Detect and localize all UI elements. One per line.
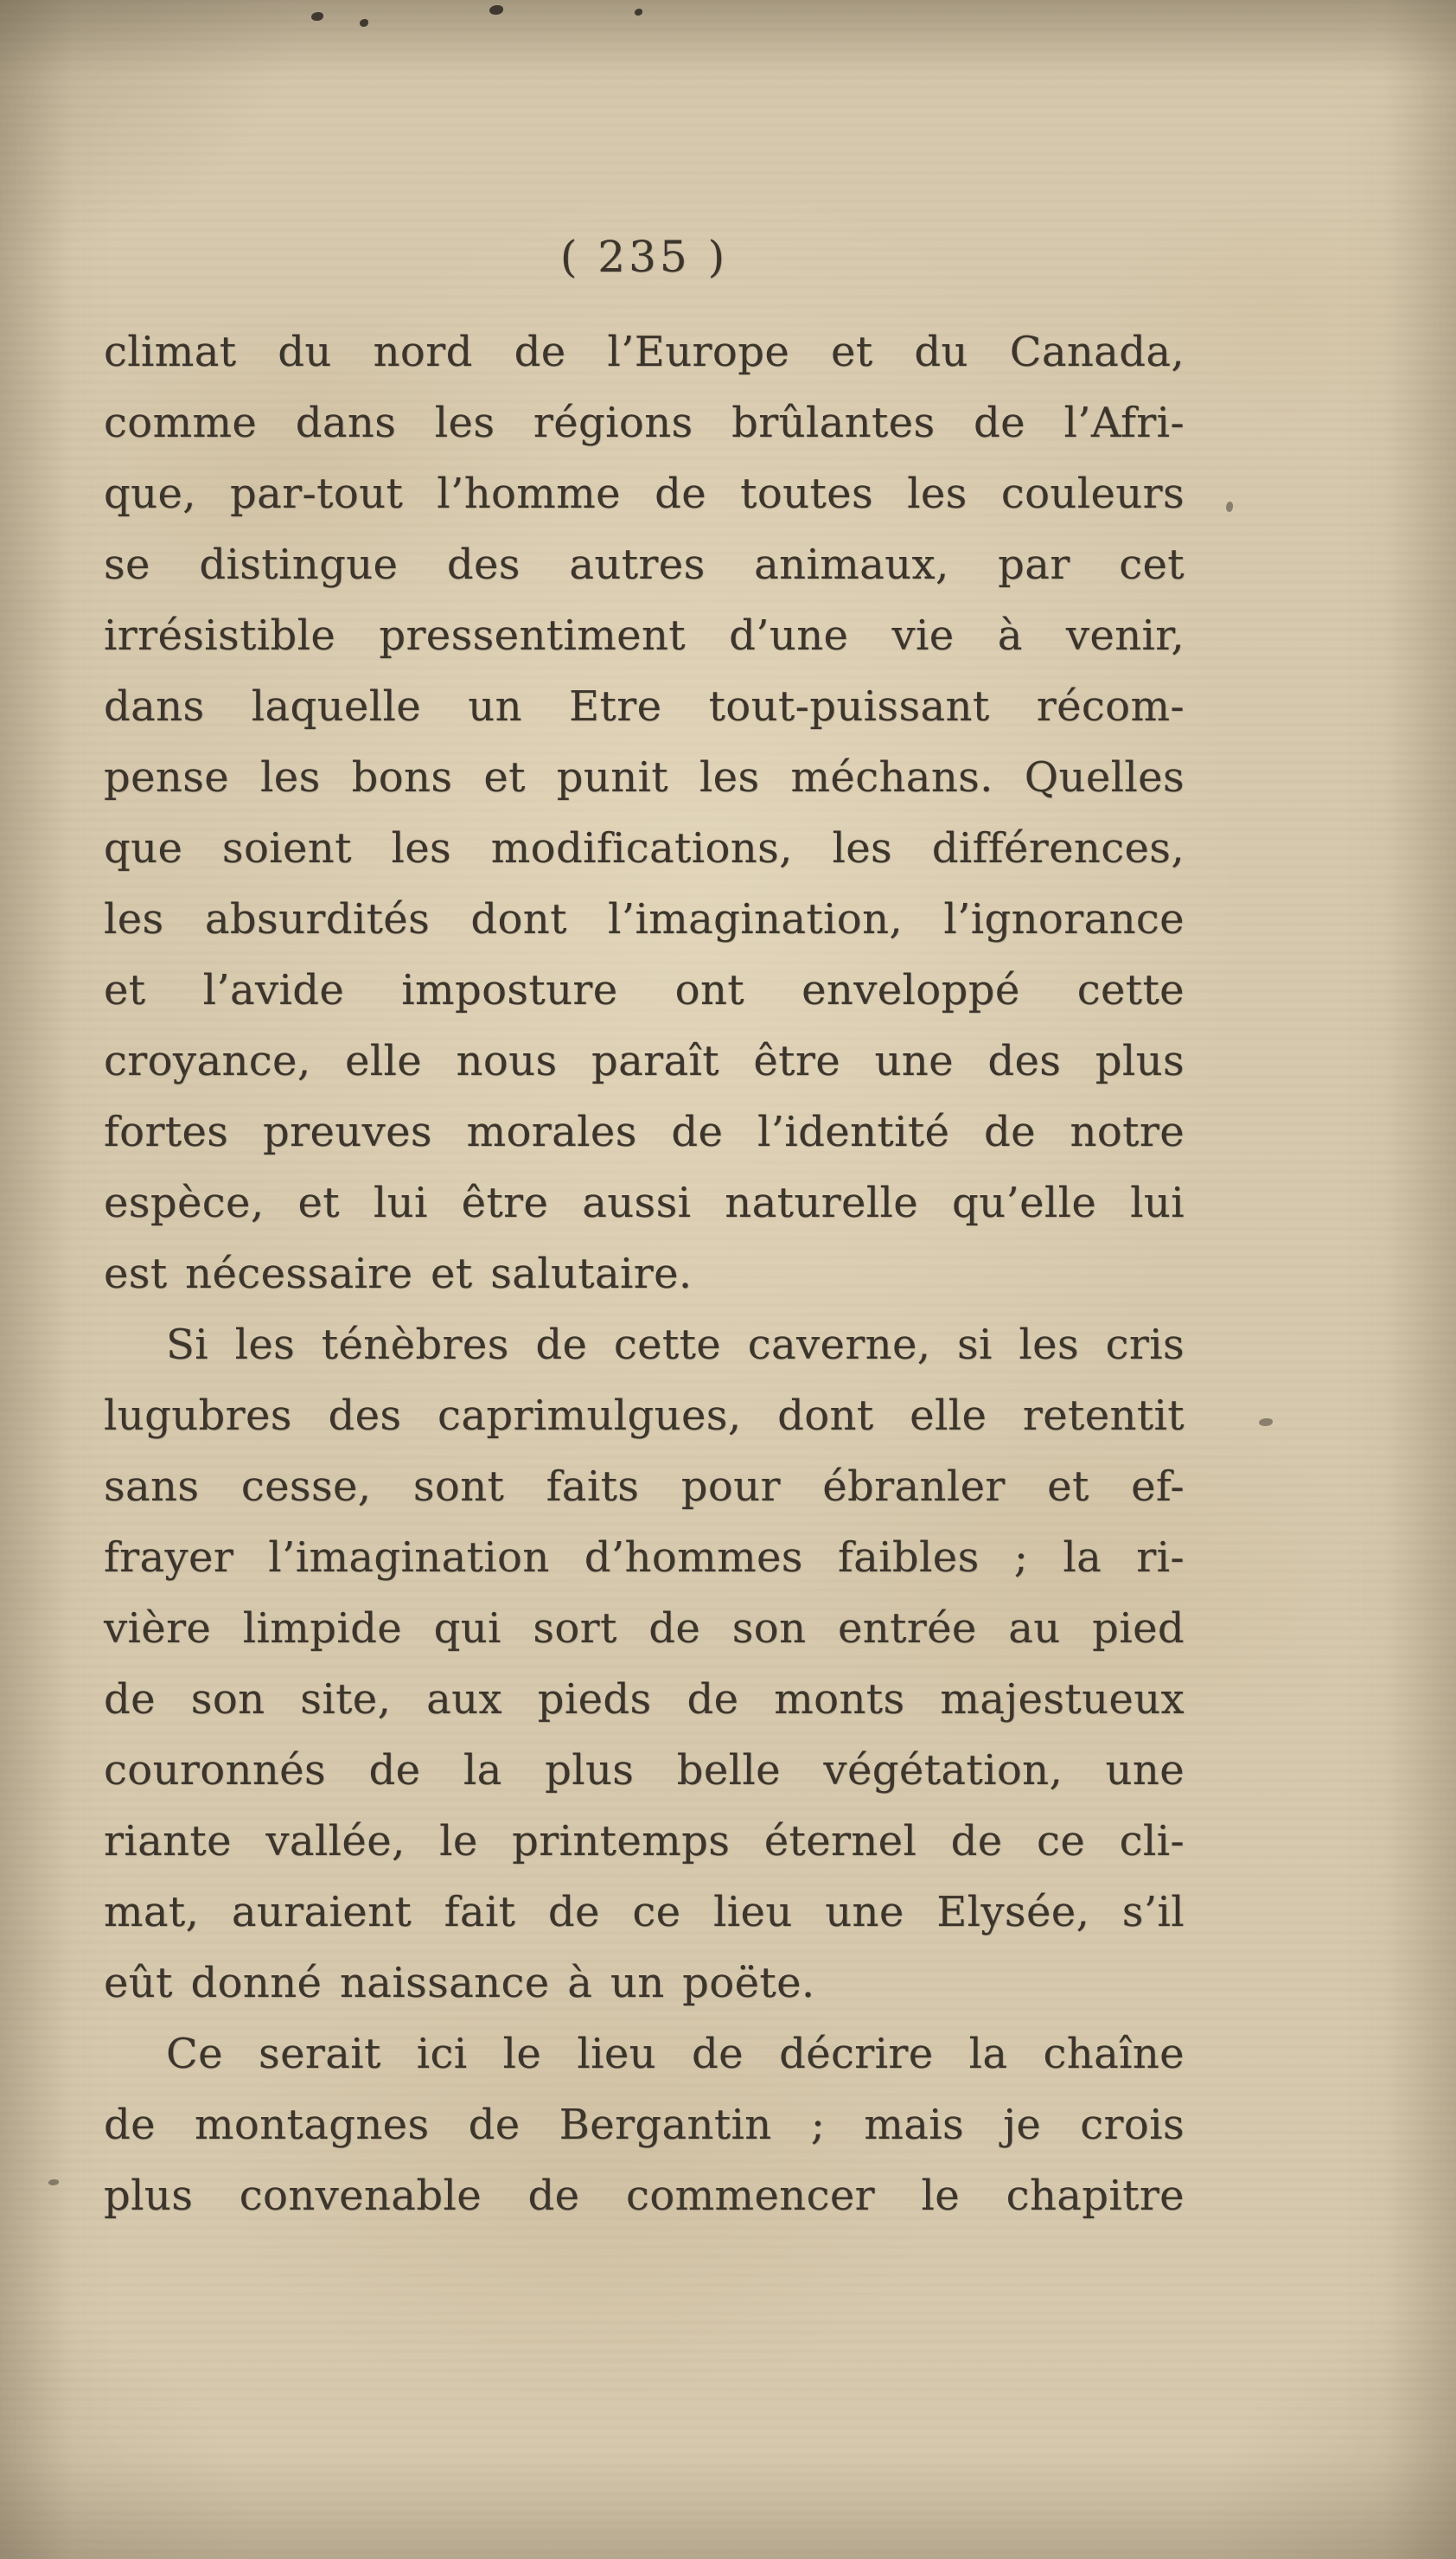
- text-line: sans cesse, sont faits pour ébranler et ef-: [104, 1462, 1185, 1511]
- text-line: irrésistible pressentiment d’une vie à venir,: [104, 611, 1185, 660]
- text-line: espèce, et lui être aussi naturelle qu’elle lui: [104, 1179, 1185, 1227]
- text-line: vière limpide qui sort de son entrée au pied: [104, 1604, 1185, 1653]
- ink-speck: [311, 12, 323, 21]
- text-line: se distingue des autres animaux, par cet: [104, 541, 1185, 589]
- ink-speck: [1226, 502, 1233, 512]
- text-line: les absurdités dont l’imagination, l’ignorance: [104, 895, 1185, 944]
- text-line: frayer l’imagination d’hommes faibles ; la ri-: [104, 1533, 1185, 1582]
- text-line: mat, auraient fait de ce lieu une Elysée, s’il: [104, 1888, 1185, 1936]
- text-line: que, par-tout l’homme de toutes les couleurs: [104, 470, 1185, 518]
- ink-speck: [1259, 1418, 1273, 1426]
- text-line: croyance, elle nous paraît être une des plus: [104, 1037, 1185, 1085]
- text-line: riante vallée, le printemps éternel de ce cli-: [104, 1817, 1185, 1865]
- text-line: eût donné naissance à un poëte.: [104, 1959, 815, 2007]
- ink-speck: [489, 5, 503, 15]
- text-line: couronnés de la plus belle végétation, une: [104, 1746, 1185, 1794]
- text-line: que soient les modifications, les différences,: [104, 824, 1185, 873]
- text-line: de montagnes de Bergantin ; mais je crois: [104, 2101, 1185, 2149]
- text-line: dans laquelle un Etre tout-puissant récom-: [104, 682, 1185, 731]
- text-line: comme dans les régions brûlantes de l’Afri-: [104, 399, 1185, 447]
- ink-speck: [48, 2179, 59, 2185]
- text-line: et l’avide imposture ont enveloppé cette: [104, 966, 1185, 1014]
- ink-speck: [635, 9, 642, 16]
- text-line: de son site, aux pieds de monts majestueux: [104, 1675, 1185, 1724]
- page-number: ( 235 ): [559, 232, 729, 282]
- text-line: lugubres des caprimulgues, dont elle retentit: [104, 1391, 1185, 1440]
- text-line: fortes preuves morales de l’identité de notre: [104, 1108, 1185, 1156]
- text-line: pense les bons et punit les méchans. Quelles: [104, 753, 1185, 802]
- text-line: est nécessaire et salutaire.: [104, 1250, 693, 1298]
- text-block: [104, 317, 1185, 2231]
- text-line: plus convenable de commencer le chapitre: [104, 2172, 1185, 2220]
- ink-speck: [360, 19, 368, 27]
- text-line: climat du nord de l’Europe et du Canada,: [104, 328, 1185, 376]
- text-line: Ce serait ici le lieu de décrire la chaîne: [166, 2030, 1185, 2078]
- text-line: Si les ténèbres de cette caverne, si les cris: [166, 1321, 1185, 1369]
